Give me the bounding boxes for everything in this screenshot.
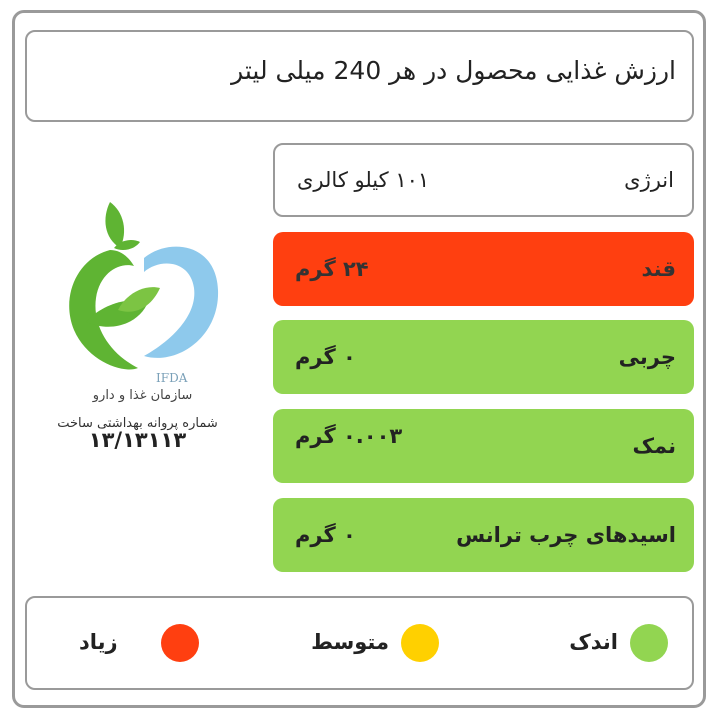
nutrient-row-salt xyxy=(273,409,694,483)
nutrient-value: ۰.۰۰۳ گرم xyxy=(295,423,403,448)
nutrient-value: ۰ گرم xyxy=(295,523,356,547)
nutrient-label: قند xyxy=(641,257,676,281)
nutrient-label: انرژی xyxy=(624,168,674,192)
nutrient-label: اسیدهای چرب ترانس xyxy=(456,523,676,547)
nutrient-label: نمک xyxy=(632,434,676,458)
legend-item-high xyxy=(79,624,209,664)
legend-dot-high xyxy=(161,624,199,662)
permit-label: شماره پروانه بهداشتی ساخت xyxy=(57,416,218,431)
nutrient-row-trans-fat xyxy=(273,498,694,572)
legend-item-medium xyxy=(289,624,439,664)
legend-item-low xyxy=(538,624,668,664)
legend-label: زیاد xyxy=(79,630,118,654)
legend-dot-medium xyxy=(401,624,439,662)
legend-dot-low xyxy=(630,624,668,662)
permit-number: ۱۳/۱۳۱۱۳ xyxy=(88,428,187,452)
title-box xyxy=(25,30,694,122)
page-title: ارزش غذایی محصول در هر 240 میلی لیتر xyxy=(231,56,676,85)
legend-label: متوسط xyxy=(311,630,389,654)
svg-text:IFDA: IFDA xyxy=(156,371,188,385)
org-name: سازمان غذا و دارو xyxy=(92,388,193,403)
ifda-logo-icon xyxy=(48,198,238,388)
nutrient-value: ۱۰۱ کیلو کالری xyxy=(297,168,430,192)
nutrient-label: چربی xyxy=(618,345,676,369)
nutrient-row-energy xyxy=(273,143,694,217)
legend-box xyxy=(25,596,694,690)
nutrient-row-fat xyxy=(273,320,694,394)
nutrient-value: ۰ گرم xyxy=(295,345,356,369)
nutrient-value: ۲۴ گرم xyxy=(295,257,369,281)
nutrient-row-sugar xyxy=(273,232,694,306)
legend-label: اندک xyxy=(569,630,618,654)
